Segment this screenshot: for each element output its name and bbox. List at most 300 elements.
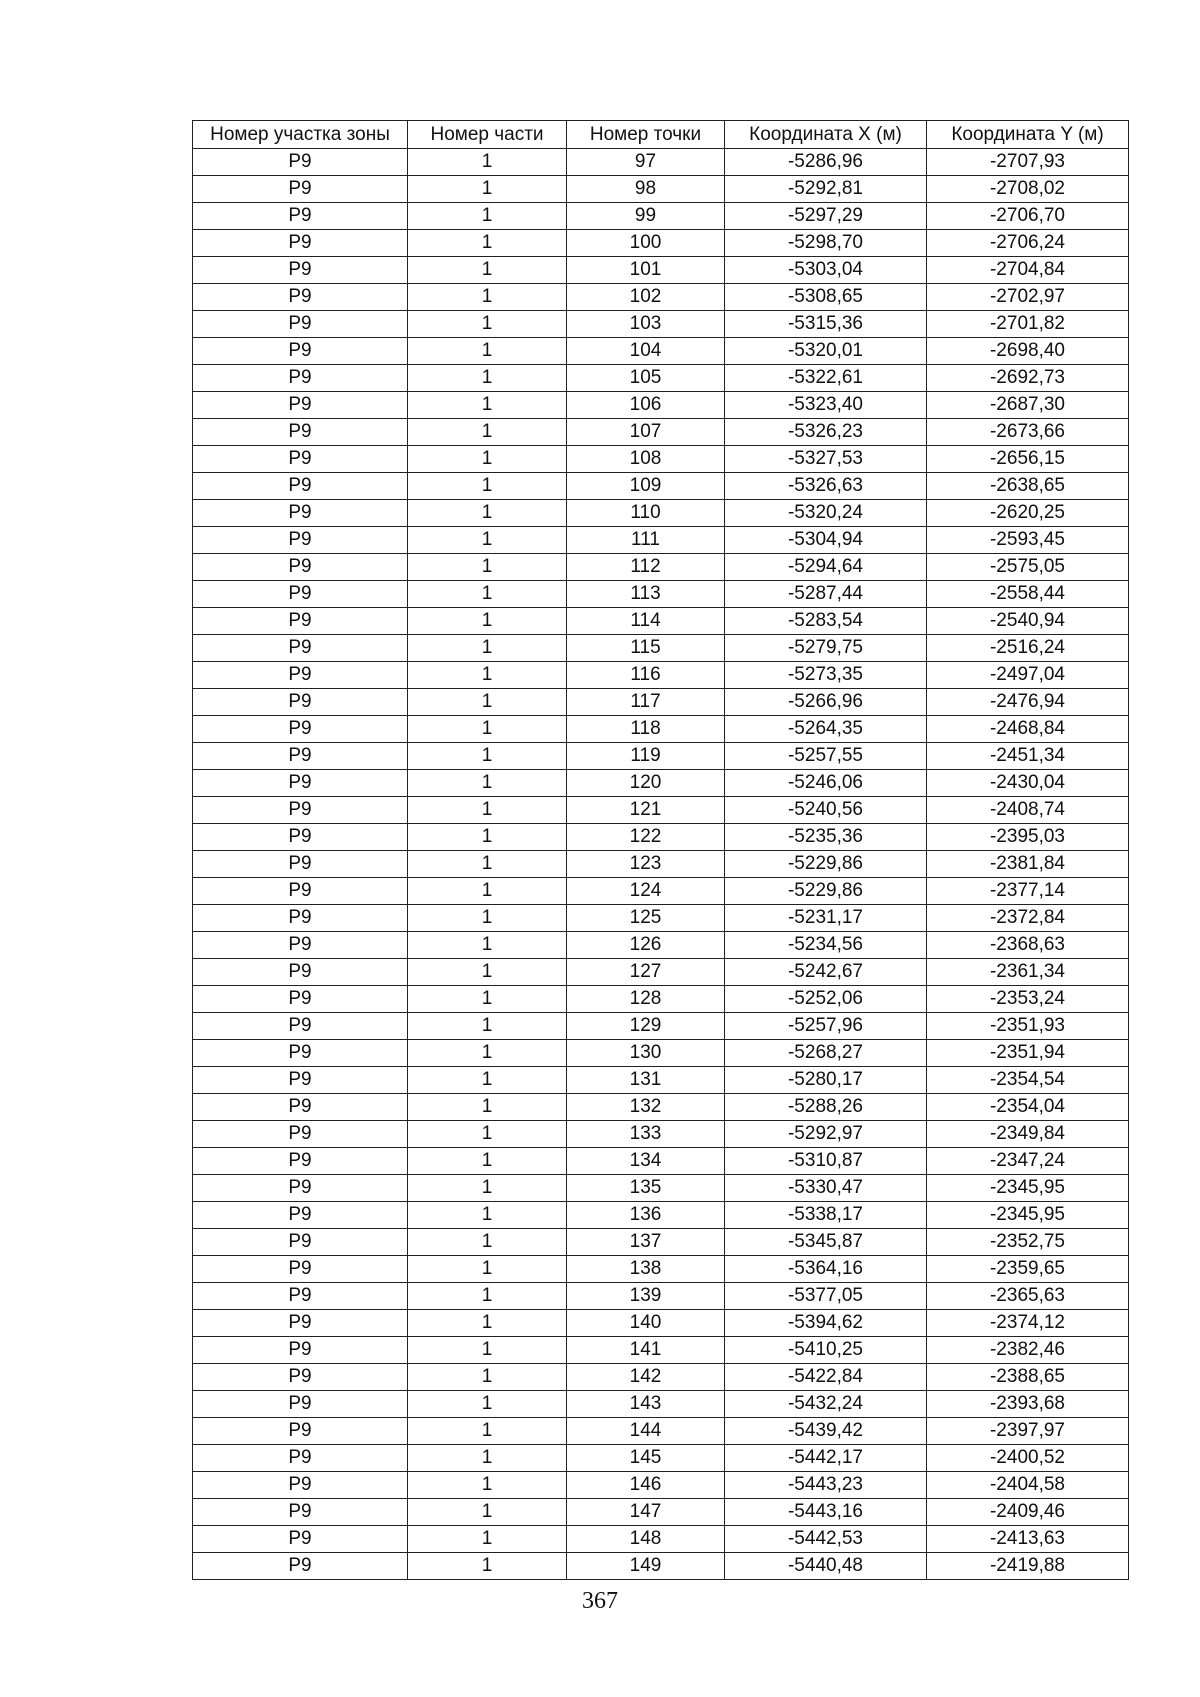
cell-part-number: 1 bbox=[408, 257, 567, 284]
cell-coordinate-x: -5297,29 bbox=[725, 203, 927, 230]
cell-part-number: 1 bbox=[408, 1256, 567, 1283]
table-row bbox=[193, 149, 1129, 176]
cell-coordinate-x: -5246,06 bbox=[725, 770, 927, 797]
cell-part-number: 1 bbox=[408, 1472, 567, 1499]
page-number: 367 bbox=[582, 1588, 618, 1614]
cell-part-number: 1 bbox=[408, 1553, 567, 1580]
cell-coordinate-y: -2354,04 bbox=[927, 1094, 1129, 1121]
cell-part-number: 1 bbox=[408, 932, 567, 959]
cell-coordinate-x: -5240,56 bbox=[725, 797, 927, 824]
table-row bbox=[193, 1094, 1129, 1121]
cell-zone-section: Р9 bbox=[193, 1121, 408, 1148]
table-row bbox=[193, 1391, 1129, 1418]
cell-zone-section: Р9 bbox=[193, 689, 408, 716]
cell-part-number: 1 bbox=[408, 1148, 567, 1175]
cell-point-number: 110 bbox=[567, 500, 725, 527]
cell-zone-section: Р9 bbox=[193, 446, 408, 473]
cell-coordinate-y: -2395,03 bbox=[927, 824, 1129, 851]
cell-coordinate-x: -5439,42 bbox=[725, 1418, 927, 1445]
table-row bbox=[193, 662, 1129, 689]
cell-zone-section: Р9 bbox=[193, 527, 408, 554]
cell-coordinate-x: -5252,06 bbox=[725, 986, 927, 1013]
cell-part-number: 1 bbox=[408, 635, 567, 662]
table-row bbox=[193, 176, 1129, 203]
cell-zone-section: Р9 bbox=[193, 230, 408, 257]
cell-part-number: 1 bbox=[408, 851, 567, 878]
cell-coordinate-y: -2353,24 bbox=[927, 986, 1129, 1013]
cell-coordinate-x: -5266,96 bbox=[725, 689, 927, 716]
cell-coordinate-y: -2468,84 bbox=[927, 716, 1129, 743]
cell-part-number: 1 bbox=[408, 1229, 567, 1256]
cell-part-number: 1 bbox=[408, 1391, 567, 1418]
table-row bbox=[193, 959, 1129, 986]
cell-point-number: 147 bbox=[567, 1499, 725, 1526]
cell-part-number: 1 bbox=[408, 203, 567, 230]
cell-point-number: 121 bbox=[567, 797, 725, 824]
cell-coordinate-y: -2701,82 bbox=[927, 311, 1129, 338]
cell-point-number: 115 bbox=[567, 635, 725, 662]
cell-point-number: 109 bbox=[567, 473, 725, 500]
cell-point-number: 124 bbox=[567, 878, 725, 905]
table-row bbox=[193, 986, 1129, 1013]
cell-zone-section: Р9 bbox=[193, 905, 408, 932]
cell-zone-section: Р9 bbox=[193, 1364, 408, 1391]
cell-coordinate-x: -5229,86 bbox=[725, 851, 927, 878]
cell-point-number: 123 bbox=[567, 851, 725, 878]
cell-coordinate-x: -5327,53 bbox=[725, 446, 927, 473]
table-row bbox=[193, 1202, 1129, 1229]
cell-part-number: 1 bbox=[408, 959, 567, 986]
table-row bbox=[193, 689, 1129, 716]
cell-coordinate-y: -2516,24 bbox=[927, 635, 1129, 662]
cell-coordinate-x: -5286,96 bbox=[725, 149, 927, 176]
cell-point-number: 112 bbox=[567, 554, 725, 581]
cell-coordinate-x: -5283,54 bbox=[725, 608, 927, 635]
cell-zone-section: Р9 bbox=[193, 311, 408, 338]
cell-coordinate-x: -5345,87 bbox=[725, 1229, 927, 1256]
cell-part-number: 1 bbox=[408, 1526, 567, 1553]
cell-coordinate-x: -5257,96 bbox=[725, 1013, 927, 1040]
cell-coordinate-y: -2413,63 bbox=[927, 1526, 1129, 1553]
cell-coordinate-y: -2540,94 bbox=[927, 608, 1129, 635]
cell-coordinate-x: -5326,23 bbox=[725, 419, 927, 446]
cell-point-number: 114 bbox=[567, 608, 725, 635]
cell-part-number: 1 bbox=[408, 554, 567, 581]
cell-coordinate-x: -5443,23 bbox=[725, 1472, 927, 1499]
cell-coordinate-x: -5442,53 bbox=[725, 1526, 927, 1553]
table-row bbox=[193, 1175, 1129, 1202]
cell-point-number: 116 bbox=[567, 662, 725, 689]
table-row bbox=[193, 608, 1129, 635]
table-row bbox=[193, 635, 1129, 662]
table-row bbox=[193, 581, 1129, 608]
cell-point-number: 136 bbox=[567, 1202, 725, 1229]
cell-zone-section: Р9 bbox=[193, 635, 408, 662]
cell-part-number: 1 bbox=[408, 716, 567, 743]
cell-coordinate-x: -5257,55 bbox=[725, 743, 927, 770]
cell-coordinate-x: -5377,05 bbox=[725, 1283, 927, 1310]
cell-coordinate-y: -2707,93 bbox=[927, 149, 1129, 176]
cell-part-number: 1 bbox=[408, 608, 567, 635]
header-part-number: Номер части bbox=[408, 121, 567, 149]
cell-zone-section: Р9 bbox=[193, 1445, 408, 1472]
cell-point-number: 139 bbox=[567, 1283, 725, 1310]
table-row bbox=[193, 527, 1129, 554]
cell-point-number: 144 bbox=[567, 1418, 725, 1445]
cell-zone-section: Р9 bbox=[193, 419, 408, 446]
cell-coordinate-y: -2558,44 bbox=[927, 581, 1129, 608]
table-row bbox=[193, 1040, 1129, 1067]
cell-coordinate-x: -5410,25 bbox=[725, 1337, 927, 1364]
cell-part-number: 1 bbox=[408, 1499, 567, 1526]
cell-point-number: 106 bbox=[567, 392, 725, 419]
cell-coordinate-x: -5292,81 bbox=[725, 176, 927, 203]
cell-part-number: 1 bbox=[408, 1040, 567, 1067]
table-row bbox=[193, 851, 1129, 878]
table-row bbox=[193, 365, 1129, 392]
cell-point-number: 149 bbox=[567, 1553, 725, 1580]
cell-coordinate-x: -5394,62 bbox=[725, 1310, 927, 1337]
cell-coordinate-x: -5320,01 bbox=[725, 338, 927, 365]
cell-coordinate-x: -5287,44 bbox=[725, 581, 927, 608]
cell-part-number: 1 bbox=[408, 176, 567, 203]
cell-part-number: 1 bbox=[408, 770, 567, 797]
cell-coordinate-y: -2351,94 bbox=[927, 1040, 1129, 1067]
cell-coordinate-x: -5242,67 bbox=[725, 959, 927, 986]
table-row bbox=[193, 473, 1129, 500]
table-row bbox=[193, 1256, 1129, 1283]
cell-zone-section: Р9 bbox=[193, 1310, 408, 1337]
cell-zone-section: Р9 bbox=[193, 770, 408, 797]
cell-point-number: 119 bbox=[567, 743, 725, 770]
cell-part-number: 1 bbox=[408, 149, 567, 176]
coordinates-table bbox=[192, 120, 1129, 1580]
table-row bbox=[193, 932, 1129, 959]
cell-coordinate-y: -2359,65 bbox=[927, 1256, 1129, 1283]
table-row bbox=[193, 500, 1129, 527]
cell-part-number: 1 bbox=[408, 878, 567, 905]
cell-zone-section: Р9 bbox=[193, 662, 408, 689]
cell-coordinate-y: -2638,65 bbox=[927, 473, 1129, 500]
cell-point-number: 101 bbox=[567, 257, 725, 284]
cell-zone-section: Р9 bbox=[193, 1472, 408, 1499]
table-row bbox=[193, 878, 1129, 905]
table-row bbox=[193, 392, 1129, 419]
cell-coordinate-y: -2656,15 bbox=[927, 446, 1129, 473]
cell-coordinate-y: -2692,73 bbox=[927, 365, 1129, 392]
cell-point-number: 141 bbox=[567, 1337, 725, 1364]
cell-point-number: 129 bbox=[567, 1013, 725, 1040]
cell-zone-section: Р9 bbox=[193, 284, 408, 311]
table-row bbox=[193, 1148, 1129, 1175]
cell-coordinate-y: -2706,24 bbox=[927, 230, 1129, 257]
cell-coordinate-x: -5422,84 bbox=[725, 1364, 927, 1391]
cell-coordinate-y: -2430,04 bbox=[927, 770, 1129, 797]
table-row bbox=[193, 716, 1129, 743]
cell-coordinate-y: -2361,34 bbox=[927, 959, 1129, 986]
cell-zone-section: Р9 bbox=[193, 257, 408, 284]
cell-coordinate-y: -2345,95 bbox=[927, 1175, 1129, 1202]
table-row bbox=[193, 770, 1129, 797]
cell-part-number: 1 bbox=[408, 1310, 567, 1337]
cell-point-number: 125 bbox=[567, 905, 725, 932]
cell-coordinate-x: -5229,86 bbox=[725, 878, 927, 905]
cell-coordinate-y: -2673,66 bbox=[927, 419, 1129, 446]
cell-point-number: 143 bbox=[567, 1391, 725, 1418]
cell-coordinate-x: -5280,17 bbox=[725, 1067, 927, 1094]
cell-zone-section: Р9 bbox=[193, 743, 408, 770]
cell-coordinate-x: -5310,87 bbox=[725, 1148, 927, 1175]
cell-coordinate-x: -5298,70 bbox=[725, 230, 927, 257]
cell-zone-section: Р9 bbox=[193, 1067, 408, 1094]
cell-part-number: 1 bbox=[408, 1418, 567, 1445]
cell-zone-section: Р9 bbox=[193, 1283, 408, 1310]
cell-point-number: 132 bbox=[567, 1094, 725, 1121]
cell-zone-section: Р9 bbox=[193, 1553, 408, 1580]
cell-coordinate-x: -5308,65 bbox=[725, 284, 927, 311]
cell-point-number: 130 bbox=[567, 1040, 725, 1067]
cell-point-number: 137 bbox=[567, 1229, 725, 1256]
table-row bbox=[193, 1445, 1129, 1472]
cell-coordinate-y: -2381,84 bbox=[927, 851, 1129, 878]
cell-zone-section: Р9 bbox=[193, 932, 408, 959]
cell-part-number: 1 bbox=[408, 1121, 567, 1148]
cell-coordinate-y: -2374,12 bbox=[927, 1310, 1129, 1337]
table-row bbox=[193, 1229, 1129, 1256]
cell-part-number: 1 bbox=[408, 527, 567, 554]
cell-zone-section: Р9 bbox=[193, 1148, 408, 1175]
cell-part-number: 1 bbox=[408, 392, 567, 419]
cell-part-number: 1 bbox=[408, 473, 567, 500]
table-row bbox=[193, 824, 1129, 851]
cell-part-number: 1 bbox=[408, 1202, 567, 1229]
cell-point-number: 127 bbox=[567, 959, 725, 986]
table-row bbox=[193, 446, 1129, 473]
cell-part-number: 1 bbox=[408, 1337, 567, 1364]
cell-coordinate-x: -5443,16 bbox=[725, 1499, 927, 1526]
cell-coordinate-y: -2698,40 bbox=[927, 338, 1129, 365]
cell-coordinate-y: -2382,46 bbox=[927, 1337, 1129, 1364]
cell-coordinate-x: -5235,36 bbox=[725, 824, 927, 851]
header-point-number: Номер точки bbox=[567, 121, 725, 149]
cell-coordinate-x: -5273,35 bbox=[725, 662, 927, 689]
cell-coordinate-y: -2704,84 bbox=[927, 257, 1129, 284]
cell-zone-section: Р9 bbox=[193, 149, 408, 176]
cell-zone-section: Р9 bbox=[193, 1202, 408, 1229]
table-row bbox=[193, 1337, 1129, 1364]
cell-part-number: 1 bbox=[408, 365, 567, 392]
cell-coordinate-x: -5442,17 bbox=[725, 1445, 927, 1472]
cell-coordinate-x: -5292,97 bbox=[725, 1121, 927, 1148]
table-row bbox=[193, 230, 1129, 257]
cell-part-number: 1 bbox=[408, 689, 567, 716]
cell-point-number: 108 bbox=[567, 446, 725, 473]
cell-part-number: 1 bbox=[408, 986, 567, 1013]
cell-point-number: 111 bbox=[567, 527, 725, 554]
cell-point-number: 113 bbox=[567, 581, 725, 608]
cell-coordinate-y: -2687,30 bbox=[927, 392, 1129, 419]
cell-coordinate-x: -5364,16 bbox=[725, 1256, 927, 1283]
table-row bbox=[193, 1526, 1129, 1553]
cell-coordinate-y: -2575,05 bbox=[927, 554, 1129, 581]
cell-part-number: 1 bbox=[408, 311, 567, 338]
cell-point-number: 126 bbox=[567, 932, 725, 959]
cell-coordinate-x: -5279,75 bbox=[725, 635, 927, 662]
cell-point-number: 148 bbox=[567, 1526, 725, 1553]
cell-part-number: 1 bbox=[408, 1445, 567, 1472]
cell-coordinate-y: -2368,63 bbox=[927, 932, 1129, 959]
header-row bbox=[193, 121, 1129, 149]
table-row bbox=[193, 1364, 1129, 1391]
cell-part-number: 1 bbox=[408, 905, 567, 932]
header-coordinate-y: Координата Y (м) bbox=[927, 121, 1129, 149]
table-row bbox=[193, 1418, 1129, 1445]
cell-coordinate-x: -5315,36 bbox=[725, 311, 927, 338]
cell-zone-section: Р9 bbox=[193, 851, 408, 878]
cell-coordinate-y: -2404,58 bbox=[927, 1472, 1129, 1499]
cell-part-number: 1 bbox=[408, 662, 567, 689]
cell-coordinate-x: -5288,26 bbox=[725, 1094, 927, 1121]
cell-coordinate-y: -2352,75 bbox=[927, 1229, 1129, 1256]
cell-coordinate-y: -2345,95 bbox=[927, 1202, 1129, 1229]
header-coordinate-x: Координата X (м) bbox=[725, 121, 927, 149]
cell-coordinate-x: -5234,56 bbox=[725, 932, 927, 959]
cell-part-number: 1 bbox=[408, 1175, 567, 1202]
cell-coordinate-y: -2365,63 bbox=[927, 1283, 1129, 1310]
table-row bbox=[193, 554, 1129, 581]
table-body bbox=[193, 149, 1129, 1580]
cell-zone-section: Р9 bbox=[193, 500, 408, 527]
cell-coordinate-x: -5304,94 bbox=[725, 527, 927, 554]
cell-part-number: 1 bbox=[408, 338, 567, 365]
cell-zone-section: Р9 bbox=[193, 1229, 408, 1256]
cell-zone-section: Р9 bbox=[193, 1040, 408, 1067]
cell-coordinate-y: -2397,97 bbox=[927, 1418, 1129, 1445]
cell-coordinate-y: -2706,70 bbox=[927, 203, 1129, 230]
cell-coordinate-y: -2476,94 bbox=[927, 689, 1129, 716]
cell-zone-section: Р9 bbox=[193, 716, 408, 743]
cell-coordinate-y: -2593,45 bbox=[927, 527, 1129, 554]
cell-point-number: 102 bbox=[567, 284, 725, 311]
cell-zone-section: Р9 bbox=[193, 797, 408, 824]
table-row bbox=[193, 1067, 1129, 1094]
cell-zone-section: Р9 bbox=[193, 203, 408, 230]
cell-part-number: 1 bbox=[408, 1283, 567, 1310]
table-row bbox=[193, 284, 1129, 311]
cell-zone-section: Р9 bbox=[193, 365, 408, 392]
cell-coordinate-y: -2497,04 bbox=[927, 662, 1129, 689]
cell-point-number: 142 bbox=[567, 1364, 725, 1391]
cell-coordinate-y: -2708,02 bbox=[927, 176, 1129, 203]
cell-coordinate-y: -2349,84 bbox=[927, 1121, 1129, 1148]
cell-point-number: 133 bbox=[567, 1121, 725, 1148]
cell-coordinate-y: -2451,34 bbox=[927, 743, 1129, 770]
cell-coordinate-x: -5303,04 bbox=[725, 257, 927, 284]
cell-zone-section: Р9 bbox=[193, 392, 408, 419]
cell-part-number: 1 bbox=[408, 284, 567, 311]
cell-point-number: 134 bbox=[567, 1148, 725, 1175]
table-row bbox=[193, 1121, 1129, 1148]
cell-coordinate-y: -2408,74 bbox=[927, 797, 1129, 824]
cell-zone-section: Р9 bbox=[193, 473, 408, 500]
cell-point-number: 128 bbox=[567, 986, 725, 1013]
cell-point-number: 120 bbox=[567, 770, 725, 797]
cell-coordinate-x: -5440,48 bbox=[725, 1553, 927, 1580]
cell-part-number: 1 bbox=[408, 1067, 567, 1094]
cell-coordinate-x: -5330,47 bbox=[725, 1175, 927, 1202]
cell-zone-section: Р9 bbox=[193, 959, 408, 986]
cell-coordinate-x: -5338,17 bbox=[725, 1202, 927, 1229]
cell-point-number: 103 bbox=[567, 311, 725, 338]
cell-part-number: 1 bbox=[408, 824, 567, 851]
cell-zone-section: Р9 bbox=[193, 1391, 408, 1418]
cell-coordinate-x: -5322,61 bbox=[725, 365, 927, 392]
header-zone-section: Номер участка зоны bbox=[193, 121, 408, 149]
cell-part-number: 1 bbox=[408, 1013, 567, 1040]
table-row bbox=[193, 797, 1129, 824]
cell-point-number: 99 bbox=[567, 203, 725, 230]
cell-point-number: 140 bbox=[567, 1310, 725, 1337]
cell-coordinate-x: -5264,35 bbox=[725, 716, 927, 743]
cell-point-number: 146 bbox=[567, 1472, 725, 1499]
table-row bbox=[193, 1283, 1129, 1310]
cell-part-number: 1 bbox=[408, 743, 567, 770]
cell-zone-section: Р9 bbox=[193, 608, 408, 635]
cell-zone-section: Р9 bbox=[193, 581, 408, 608]
cell-coordinate-y: -2354,54 bbox=[927, 1067, 1129, 1094]
cell-coordinate-y: -2620,25 bbox=[927, 500, 1129, 527]
cell-coordinate-y: -2400,52 bbox=[927, 1445, 1129, 1472]
cell-coordinate-x: -5323,40 bbox=[725, 392, 927, 419]
table-row bbox=[193, 338, 1129, 365]
cell-coordinate-x: -5231,17 bbox=[725, 905, 927, 932]
cell-point-number: 138 bbox=[567, 1256, 725, 1283]
cell-coordinate-y: -2702,97 bbox=[927, 284, 1129, 311]
cell-coordinate-x: -5268,27 bbox=[725, 1040, 927, 1067]
cell-zone-section: Р9 bbox=[193, 1013, 408, 1040]
cell-zone-section: Р9 bbox=[193, 1499, 408, 1526]
cell-zone-section: Р9 bbox=[193, 176, 408, 203]
table-row bbox=[193, 1013, 1129, 1040]
cell-point-number: 131 bbox=[567, 1067, 725, 1094]
cell-coordinate-y: -2409,46 bbox=[927, 1499, 1129, 1526]
cell-zone-section: Р9 bbox=[193, 1337, 408, 1364]
table-row bbox=[193, 1310, 1129, 1337]
table-row bbox=[193, 905, 1129, 932]
table-row bbox=[193, 257, 1129, 284]
cell-zone-section: Р9 bbox=[193, 824, 408, 851]
cell-coordinate-x: -5432,24 bbox=[725, 1391, 927, 1418]
cell-point-number: 97 bbox=[567, 149, 725, 176]
table-row bbox=[193, 1499, 1129, 1526]
cell-point-number: 104 bbox=[567, 338, 725, 365]
cell-coordinate-y: -2351,93 bbox=[927, 1013, 1129, 1040]
table-row bbox=[193, 203, 1129, 230]
cell-zone-section: Р9 bbox=[193, 986, 408, 1013]
cell-part-number: 1 bbox=[408, 1364, 567, 1391]
cell-coordinate-y: -2377,14 bbox=[927, 878, 1129, 905]
cell-zone-section: Р9 bbox=[193, 1418, 408, 1445]
cell-zone-section: Р9 bbox=[193, 1175, 408, 1202]
cell-point-number: 105 bbox=[567, 365, 725, 392]
cell-part-number: 1 bbox=[408, 1094, 567, 1121]
cell-part-number: 1 bbox=[408, 230, 567, 257]
cell-coordinate-x: -5326,63 bbox=[725, 473, 927, 500]
cell-point-number: 100 bbox=[567, 230, 725, 257]
table-row bbox=[193, 419, 1129, 446]
cell-point-number: 122 bbox=[567, 824, 725, 851]
table-row bbox=[193, 743, 1129, 770]
